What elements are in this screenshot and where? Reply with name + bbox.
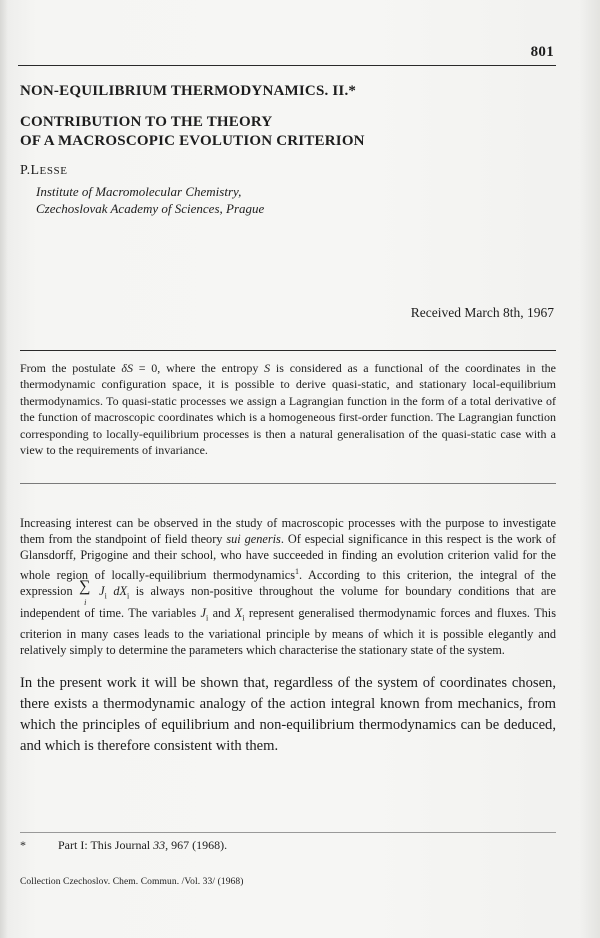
footnote-text-a: Part I: This Journal [58,838,154,852]
abstract-bottom-rule [20,483,556,484]
body-text-1e: represent generalised thermodynamic forces and fluxes. This criterion in many cases leads to the variational principle by means of which it is possible elegantly and relatively simply to determine the parameters which characterise the stationary state of the system. [20,605,557,658]
title-line-3: OF A MACROSCOPIC EVOLUTION CRITERION [20,133,365,149]
subscript-i-3: i [205,613,209,623]
abstract-top-rule [20,350,556,351]
subscript-i-4: i [242,613,245,623]
body-text-1c: . According to this criterion, the integral of the expression [20,567,556,598]
reference-marker: 1 [295,566,299,576]
force-variable: X [234,605,243,620]
author-initial: P.L [20,163,40,178]
subscript-i: i [104,591,107,601]
article-title [20,82,560,151]
body-text-1b: . Of especial significance in this respect is the work of Glansdorff, Prigogine and their school, who have succeeded in finding an evolution criterion valid for the whole region of locally-equilibrium thermodynamics [20,532,556,582]
force-differential: dX [106,583,127,598]
footnote-rule [20,832,556,833]
abstract-text-1: From the postulate [20,361,122,375]
sum-expression [79,577,99,607]
received-date: Received March 8th, 1967 [410,305,554,320]
author-surname: ESSE [39,165,68,177]
body-paragraph-2: In the present work it will be shown that, regardless of the system of coordinates chosen, there exists a thermodynamic analogy of the action integral known from mechanics, from which the principles of equilibrium and non-equilibrium thermodynamics can be deduced, and which is therefore consistent with them. [20,675,556,754]
sum-symbol: ∑ [79,577,91,595]
footnote-volume: 33 [153,838,166,852]
author-affiliation [36,183,264,217]
flux-symbol: J [99,583,105,598]
affiliation-line-1: Institute of Macromolecular Chemistry, [36,184,242,199]
footnote-text-b: , 967 (1968). [165,838,228,852]
footnote-marker: * [20,838,26,852]
delta-symbol: δS [121,361,133,375]
sum-index: i [84,597,87,607]
abstract-text-3: is considered as a functional of the coordinates in the thermodynamic configuration space, it is possible to derive quasi-static, and stationary local-equilibrium thermodynamics. To quasi-static processes we assign a Lagrangian function in the form of a total derivative of the function of macroscopic coordinates which is a homogeneous first-order function. The Lagrangian function corresponding to locally-equilibrium processes is then a natural generalisation of the quasi-static case with a view to the requirements of invariance. [20,361,556,458]
page-number: 801 [530,44,554,60]
abstract-text-2: = 0, where the entropy [132,361,265,375]
subscript-i-2: i [126,591,130,601]
journal-footer: Collection Czechoslov. Chem. Commun. /Vol. 33/ (1968) [20,877,244,887]
conjunction: and [208,605,235,620]
title-line-2: CONTRIBUTION TO THE THEORY [20,114,273,130]
body-paragraph-1 [20,515,556,659]
affiliation-line-2: Czechoslovak Academy of Sciences, Prague [36,201,265,216]
header-rule [18,65,556,66]
flux-variable: J [200,605,206,620]
author-name [20,163,68,179]
entropy-symbol: S [264,361,271,375]
body-text-1a: Increasing interest can be observed in the study of macroscopic processes with the purpose to investigate them from the standpoint of field theory [20,516,556,547]
page-binding-shadow [0,0,8,938]
abstract [20,360,556,458]
footnote [20,838,227,853]
body-text-1d: is always non-positive throughout the volume for boundary conditions that are independent of time. The variables [20,583,556,620]
page-edge-shade [580,0,600,938]
body-italic-term: sui generis [226,532,281,547]
title-line-1: NON-EQUILIBRIUM THERMODYNAMICS. II.* [20,83,357,99]
